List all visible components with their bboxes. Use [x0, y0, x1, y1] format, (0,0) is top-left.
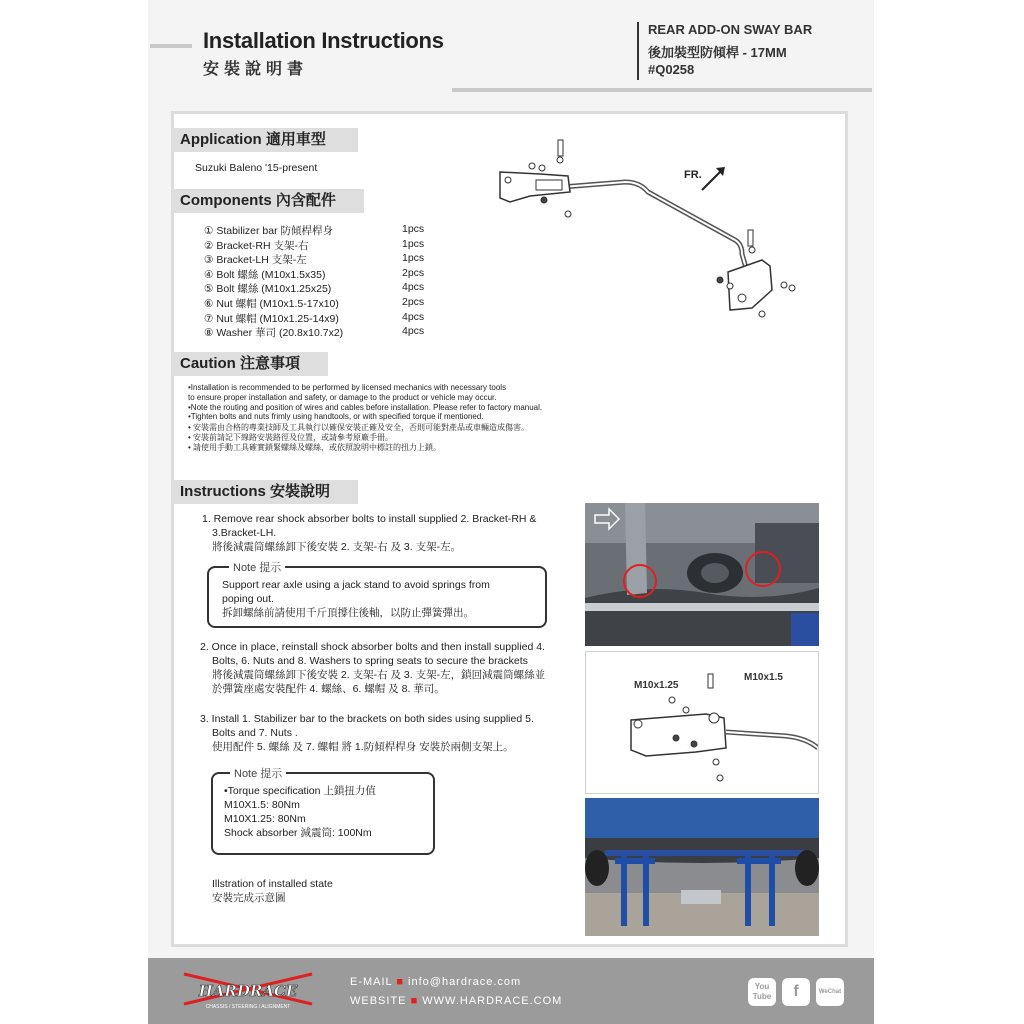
caution-heading: Caution 注意事項: [172, 352, 328, 376]
component-item: ⑥ Nut 螺帽 (M10x1.5-17x10): [204, 298, 339, 310]
note-1-line: poping out.: [222, 593, 274, 605]
email-link[interactable]: info@hardrace.com: [408, 976, 522, 988]
photo-bracket-diagram: [585, 651, 819, 794]
website-link[interactable]: WWW.HARDRACE.COM: [422, 995, 563, 1007]
component-item: ④ Bolt 螺絲 (M10x1.5x35): [204, 268, 326, 281]
component-item: ① Stabilizer bar 防傾桿桿身: [204, 225, 334, 237]
note-text-2: [224, 784, 376, 840]
note-1-line: 拆卸螺絲前請使用千斤頂撐住後軸，以防止彈簧彈出。: [222, 607, 474, 619]
brand-tagline: CHASSIS / STEERING / ALIGNMENT: [205, 1004, 291, 1010]
installed-state-caption: [212, 877, 333, 905]
torque-spec-line: Shock absorber 減震筒: 100Nm: [224, 827, 372, 839]
step-1: [202, 512, 536, 554]
product-divider: [637, 22, 639, 80]
application-vehicle: Suzuki Baleno '15-present: [195, 162, 318, 174]
note-text-1: [222, 578, 490, 620]
component-qty: 1pcs: [402, 252, 425, 265]
step-3-line: Bolts and 7. Nuts .: [212, 727, 298, 739]
step-1-line: 3.Bracket-LH.: [212, 527, 277, 539]
component-item: ③ Bracket-LH 支架-左: [204, 254, 307, 267]
component-item: ⑦ Nut 螺帽 (M10x1.25-14x9): [204, 312, 339, 325]
caution-line: •Note the routing and position of wires and cables before installation. Please refer to factory manual.: [188, 402, 543, 412]
component-qty: 4pcs: [402, 281, 425, 294]
components-heading: Components 內含配件: [172, 189, 364, 213]
bolt-label-m10x125: M10x1.25: [634, 680, 679, 691]
component-qty: 2pcs: [402, 296, 425, 308]
bolt-label-m10x15: M10x1.5: [744, 672, 783, 683]
caption-line: 安裝完成示意圖: [212, 892, 286, 904]
email-label: E-MAIL: [350, 976, 393, 988]
note-label-1: Note 提示: [229, 559, 285, 575]
step-2-line: 將後減震筒螺絲卸下後安裝 2. 支架-右 及 3. 支架-左，鎖回減震筒螺絲並: [212, 669, 546, 681]
caution-line: •Installation is recommended to be performed by licensed mechanics with necessary tools: [188, 383, 507, 392]
footer-email-row: [350, 976, 521, 988]
step-2-line: 2. Once in place, reinstall shock absorber bolts and then install supplied 4.: [200, 641, 545, 653]
step-2-line: 於彈簧座處安裝配件 4. 螺絲、6. 螺帽 及 8. 華司。: [212, 683, 445, 695]
step-3: [200, 712, 534, 754]
photo-installed-state: [585, 798, 819, 936]
header-rule-right: [452, 88, 872, 92]
caution-line: •Tighten bolts and nuts frimly using handtools, or with specified torque if mentioned.: [188, 412, 484, 422]
brand-wordmark: HARDRACE: [198, 982, 298, 1000]
torque-spec-line: M10X1.25: 80Nm: [224, 813, 306, 825]
component-item: ⑧ Washer 華司 (20.8x10.7x2): [204, 327, 344, 340]
caution-line: • 請使用手動工具確實鎖緊螺絲及螺絲，或依照說明中標註的扭力上鎖。: [188, 442, 442, 452]
note-1-line: Support rear axle using a jack stand to avoid springs from: [222, 579, 490, 591]
step-3-line: 使用配件 5. 螺絲 及 7. 螺帽 將 1.防傾桿桿身 安裝於兩側支架上。: [212, 741, 514, 753]
caption-line: Illstration of installed state: [212, 878, 333, 890]
red-square-icon: ■: [410, 995, 419, 1007]
caution-line: • 安裝前請記下線路安裝路徑及位置，或請參考原廠手冊。: [188, 433, 394, 442]
component-qty: 4pcs: [402, 325, 425, 338]
photo-shock-mount: [585, 503, 819, 646]
step-1-line: 1. Remove rear shock absorber bolts to install supplied 2. Bracket-RH &: [202, 513, 537, 525]
component-item: ⑤ Bolt 螺絲 (M10x1.25x25): [204, 283, 332, 296]
component-item: ② Bracket-RH 支架-右: [204, 239, 309, 252]
product-code: #Q0258: [648, 62, 695, 77]
step-1-line: 將後減震筒螺絲卸下後安裝 2. 支架-右 及 3. 支架-左。: [212, 541, 462, 553]
torque-spec-title: •Torque specification 上鎖扭力值: [224, 785, 376, 797]
product-name-chinese: 後加裝型防傾桿 - 17MM: [648, 45, 787, 60]
note-label-2: Note 提示: [230, 765, 286, 781]
youtube-icon[interactable]: You Tube: [748, 978, 776, 1006]
component-qty: 1pcs: [402, 223, 425, 235]
footer-website-row: [350, 995, 562, 1007]
caution-line: • 安裝需由合格的專業技師及工具執行以確保安裝正確及安全，否則可能對產品或車輛造成傷害。: [188, 423, 530, 433]
sway-bar-diagram: [490, 130, 820, 330]
component-qty: 2pcs: [402, 266, 425, 279]
application-heading: Application 適用車型: [172, 128, 358, 152]
facebook-icon[interactable]: f: [782, 978, 810, 1006]
step-3-line: 3. Install 1. Stabilizer bar to the brackets on both sides using supplied 5.: [200, 713, 534, 725]
page-title: Installation Instructions: [203, 28, 444, 53]
component-qty: 4pcs: [402, 310, 425, 323]
page-title-chinese: 安裝說明書: [203, 59, 309, 78]
website-label: WEBSITE: [350, 995, 407, 1007]
step-2: [200, 640, 545, 696]
wechat-icon[interactable]: WeChat: [816, 978, 844, 1006]
red-square-icon: ■: [396, 976, 404, 988]
component-qty: 1pcs: [402, 237, 425, 250]
header-rule-left: [150, 44, 192, 48]
torque-spec-line: M10X1.5: 80Nm: [224, 799, 300, 811]
front-direction-label: FR.: [684, 169, 702, 181]
hardrace-logo: [180, 968, 316, 1012]
step-2-line: Bolts, 6. Nuts and 8. Washers to spring seats to secure the brackets: [212, 655, 528, 667]
product-name: REAR ADD-ON SWAY BAR: [648, 22, 813, 37]
caution-line: to ensure proper installation and safety, or damage to the product or vehicle may occur.: [188, 392, 497, 402]
instructions-heading: Instructions 安裝說明: [172, 480, 358, 504]
